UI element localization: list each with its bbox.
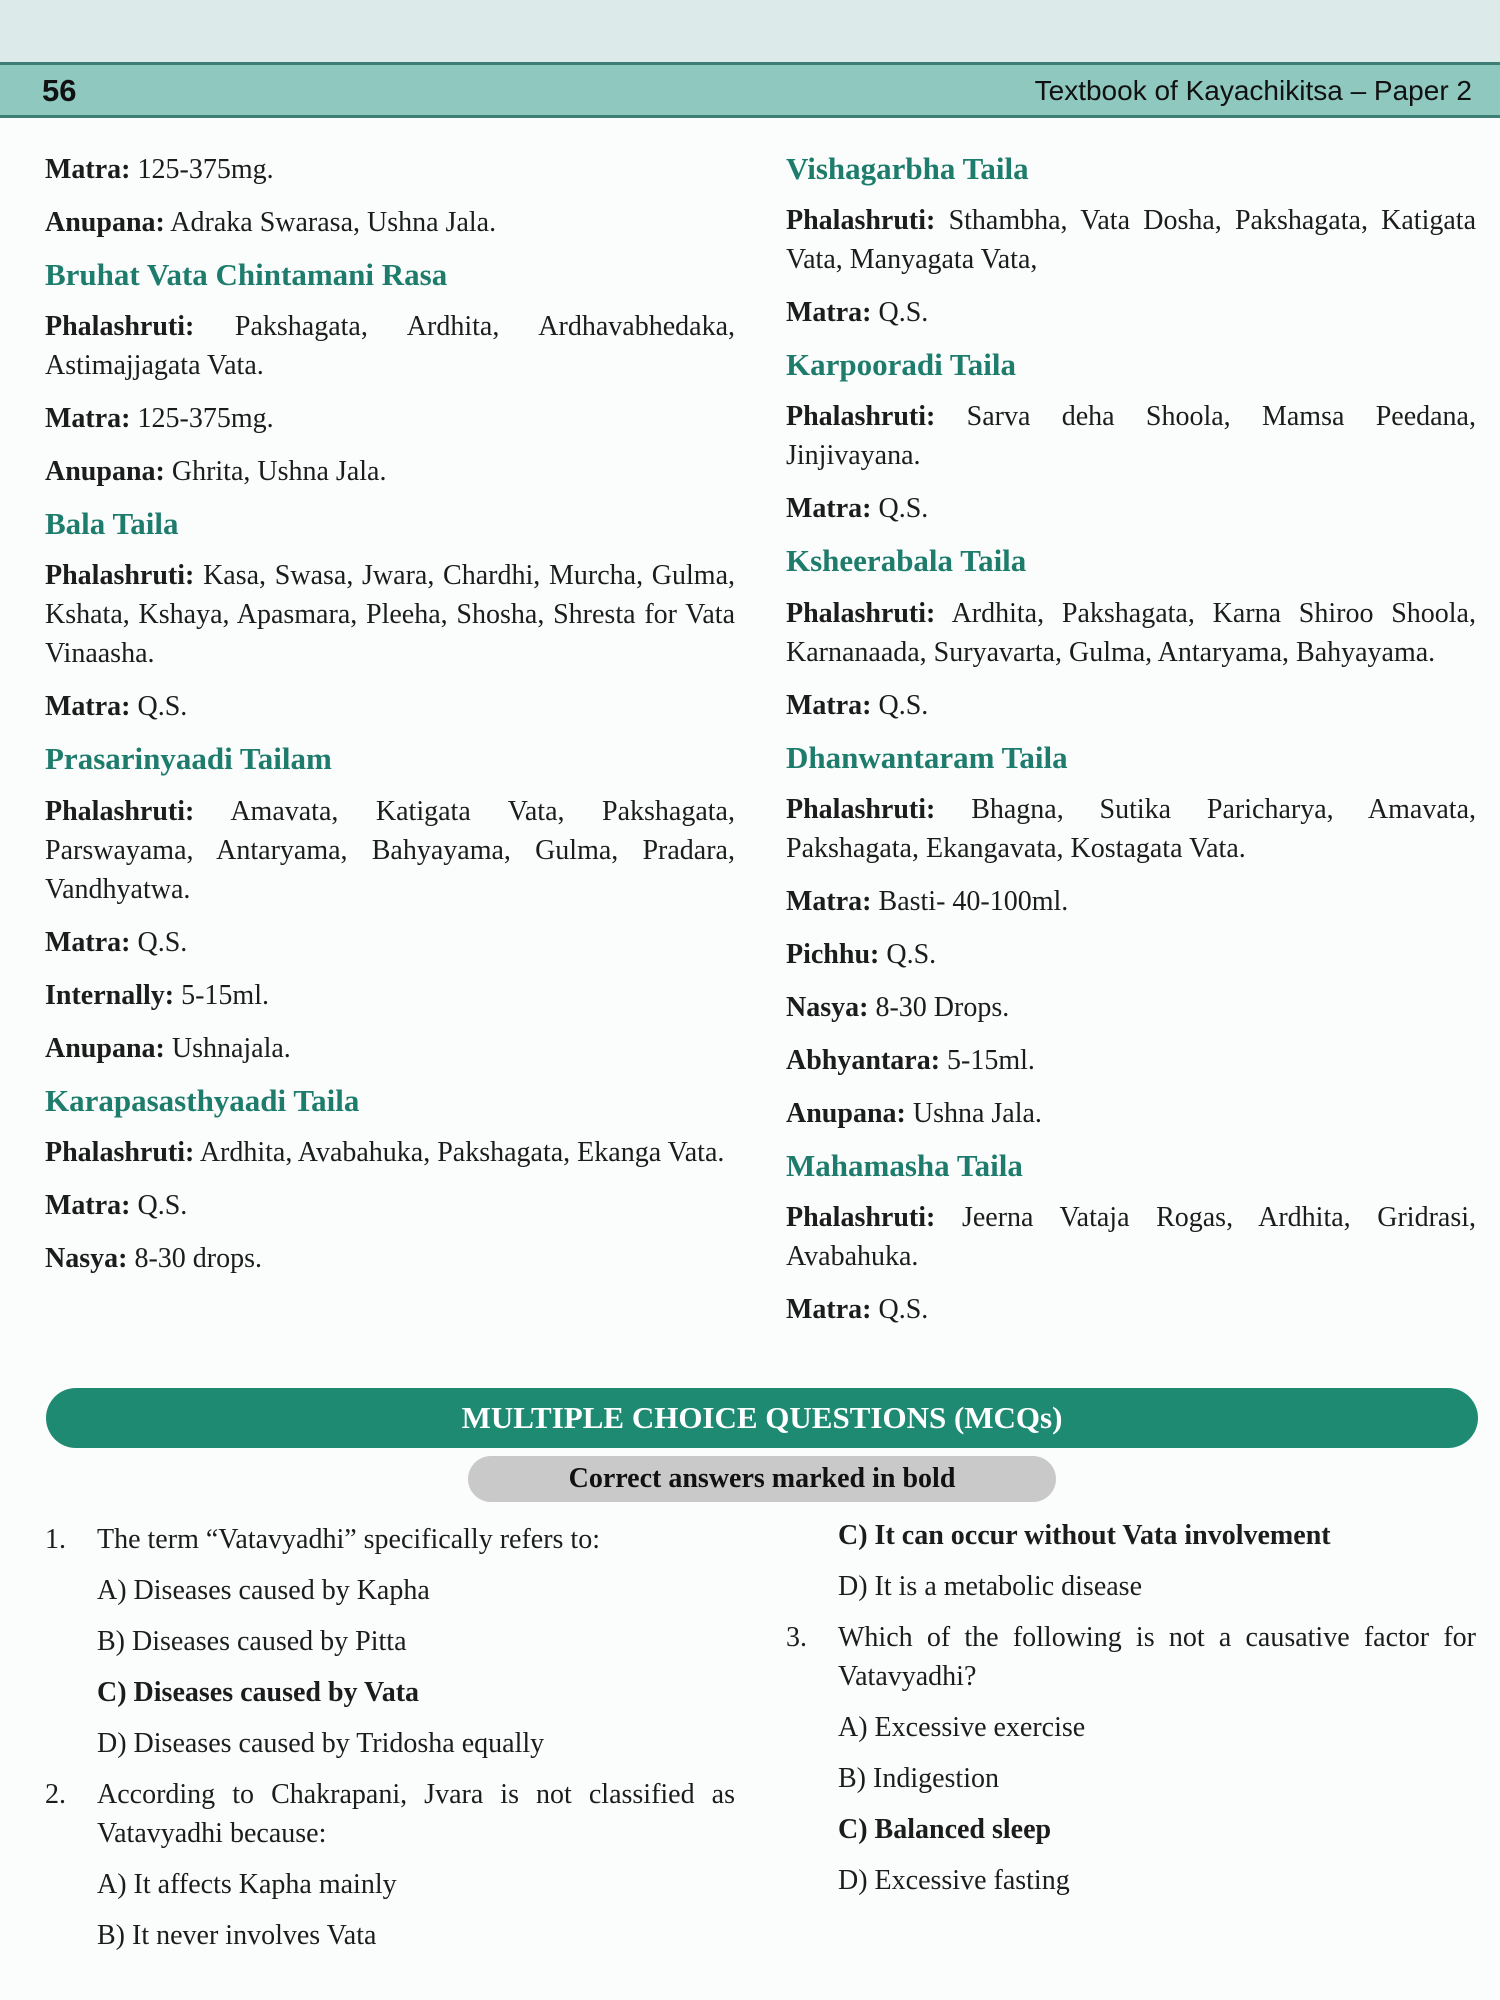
section-heading: Dhanwantaram Taila bbox=[786, 739, 1068, 775]
question-number: 3. bbox=[786, 1622, 807, 1653]
left-column bbox=[45, 150, 735, 1278]
matra-line: Matra: Q.S. bbox=[786, 493, 929, 525]
nasya-line: Nasya: 8-30 Drops. bbox=[786, 991, 1010, 1023]
running-header bbox=[0, 62, 1500, 118]
anupana-line: Anupana: Ushnajala. bbox=[45, 1032, 291, 1064]
option-b: B) Diseases caused by Pitta bbox=[97, 1626, 407, 1657]
option-a: A) It affects Kapha mainly bbox=[97, 1869, 397, 1900]
right-column bbox=[786, 150, 1476, 1329]
section-heading: Vishagarbha Taila bbox=[786, 151, 1029, 186]
matra-line: Matra: Q.S. bbox=[45, 1189, 188, 1221]
question-number: 1. bbox=[45, 1524, 66, 1555]
phalashruti-line: Phalashruti: Ardhita, Avabahuka, Pakshagata, Ekanga Vata. bbox=[45, 1136, 725, 1168]
mcq-left-column bbox=[45, 1520, 735, 1955]
matra-line: Matra: Q.S. bbox=[786, 297, 929, 329]
mcq-subtitle: Correct answers marked in bold bbox=[468, 1456, 1056, 1502]
phalashruti-line: Phalashruti: Sarva deha Shoola, Mamsa Peedana, Jinjivayana. bbox=[786, 401, 1476, 472]
section-heading: Prasarinyaadi Tailam bbox=[45, 741, 332, 777]
option-d: D) Excessive fasting bbox=[838, 1865, 1070, 1896]
page-number: 56 bbox=[42, 73, 77, 108]
book-title: Textbook of Kayachikitsa – Paper 2 bbox=[1034, 75, 1472, 106]
option-b: B) It never involves Vata bbox=[97, 1920, 377, 1951]
question-text: According to Chakrapani, Jvara is not classified as Vatavyadhi because: bbox=[97, 1779, 735, 1849]
phalashruti-line: Phalashruti: Sthambha, Vata Dosha, Pakshagata, Katigata Vata, Manyagata Vata, bbox=[786, 205, 1476, 276]
mcq-banner: MULTIPLE CHOICE QUESTIONS (MCQs) bbox=[46, 1388, 1478, 1448]
section-heading: Karapasasthyaadi Taila bbox=[45, 1082, 360, 1118]
section-heading: Karpooradi Taila bbox=[786, 347, 1016, 383]
option-a: A) Excessive exercise bbox=[838, 1712, 1086, 1743]
anupana-line: Anupana: Adraka Swarasa, Ushna Jala. bbox=[45, 207, 497, 238]
option-c-correct: C) It can occur without Vata involvement bbox=[838, 1520, 1331, 1551]
internally-line: Internally: 5-15ml. bbox=[45, 979, 269, 1011]
section-heading: Ksheerabala Taila bbox=[786, 543, 1027, 579]
question-2 bbox=[45, 1775, 735, 1853]
matra-line: Matra: Q.S. bbox=[45, 691, 188, 723]
mcq-right-column bbox=[786, 1516, 1476, 1900]
matra-line: Matra: Q.S. bbox=[786, 1293, 929, 1325]
phalashruti-line: Phalashruti: Pakshagata, Ardhita, Ardhavabhedaka, Astimajjagata Vata. bbox=[45, 311, 735, 382]
matra-line: Matra: Q.S. bbox=[786, 689, 929, 721]
anupana-line: Anupana: Ghrita, Ushna Jala. bbox=[45, 456, 387, 488]
section-heading: Bruhat Vata Chintamani Rasa bbox=[45, 257, 448, 292]
nasya-line: Nasya: 8-30 drops. bbox=[45, 1242, 262, 1274]
matra-line: Matra: Q.S. bbox=[45, 926, 188, 958]
phalashruti-line: Phalashruti: Bhagna, Sutika Paricharya, Amavata, Pakshagata, Ekangavata, Kostagata Vata. bbox=[786, 793, 1476, 864]
option-d: D) It is a metabolic disease bbox=[838, 1571, 1143, 1602]
page-top-margin bbox=[0, 0, 1500, 62]
anupana-line: Anupana: Ushna Jala. bbox=[786, 1097, 1042, 1129]
question-number: 2. bbox=[45, 1779, 66, 1810]
pichhu-line: Pichhu: Q.S. bbox=[786, 938, 937, 970]
option-c-correct: C) Diseases caused by Vata bbox=[97, 1677, 420, 1708]
matra-line: Matra: 125-375mg. bbox=[45, 154, 274, 185]
option-b: B) Indigestion bbox=[838, 1763, 999, 1794]
phalashruti-line: Phalashruti: Ardhita, Pakshagata, Karna Shiroo Shoola, Karnanaada, Suryavarta, Gulma, Antaryama, Bahyayama. bbox=[786, 597, 1476, 668]
matra-line: Matra: Basti- 40-100ml. bbox=[786, 885, 1069, 917]
question-1 bbox=[45, 1520, 735, 1559]
phalashruti-line: Phalashruti: Jeerna Vataja Rogas, Ardhita, Gridrasi, Avabahuka. bbox=[786, 1201, 1476, 1272]
section-heading: Bala Taila bbox=[45, 506, 179, 542]
question-text: The term “Vatavyadhi” specifically refers to: bbox=[97, 1524, 600, 1555]
option-d: D) Diseases caused by Tridosha equally bbox=[97, 1728, 545, 1759]
abhyantara-line: Abhyantara: 5-15ml. bbox=[786, 1044, 1035, 1076]
phalashruti-line: Phalashruti: Kasa, Swasa, Jwara, Chardhi, Murcha, Gulma, Kshata, Kshaya, Apasmara, Pleeha, Shosha, Shresta for Vata Vinaasha. bbox=[45, 560, 735, 670]
option-c-correct: C) Balanced sleep bbox=[838, 1814, 1052, 1845]
section-heading: Mahamasha Taila bbox=[786, 1147, 1023, 1183]
question-3 bbox=[786, 1618, 1476, 1696]
question-text: Which of the following is not a causative factor for Vatavyadhi? bbox=[838, 1622, 1476, 1692]
option-a: A) Diseases caused by Kapha bbox=[97, 1575, 430, 1606]
matra-line: Matra: 125-375mg. bbox=[45, 403, 274, 435]
phalashruti-line: Phalashruti: Amavata, Katigata Vata, Pakshagata, Parswayama, Antaryama, Bahyayama, Gulma, Pradara, Vandhyatwa. bbox=[45, 795, 735, 905]
